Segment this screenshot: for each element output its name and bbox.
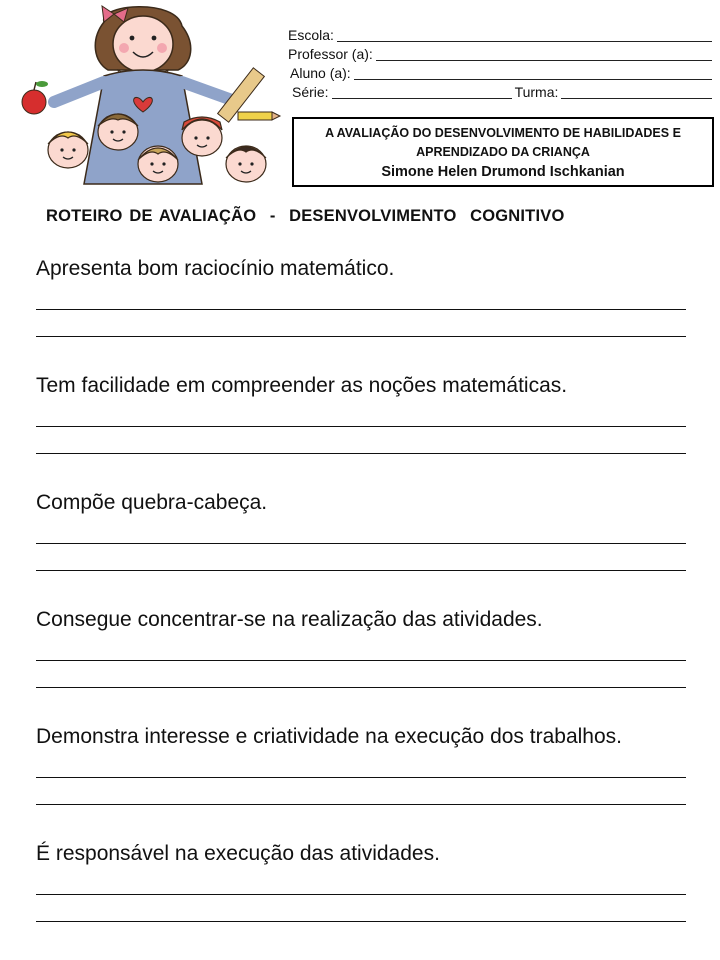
question-block	[36, 371, 686, 454]
question-text: É responsável na execução das atividades.	[36, 842, 440, 865]
professor-field[interactable]	[288, 45, 712, 64]
answer-line[interactable]	[36, 544, 686, 571]
author-name: Simone Helen Drumond Ischkanian	[381, 164, 625, 180]
aluno-label: Aluno (a):	[290, 65, 351, 81]
questions-list	[36, 254, 686, 922]
professor-line[interactable]	[376, 47, 712, 61]
question-text: Apresenta bom raciocínio matemático.	[36, 257, 395, 280]
answer-line[interactable]	[36, 634, 686, 661]
section-heading: ROTEIRO DE AVALIAÇÃO - DESENVOLVIMENTO COGNITIVO	[46, 207, 565, 225]
title-line-2: APRENDIZADO DA CRIANÇA	[416, 145, 590, 159]
question-block	[36, 839, 686, 922]
answer-line[interactable]	[36, 400, 686, 427]
question-text: Tem facilidade em compreender as noções matemáticas.	[36, 374, 568, 397]
professor-label: Professor (a):	[288, 46, 373, 62]
question-text: Compõe quebra-cabeça.	[36, 491, 268, 514]
escola-line[interactable]	[337, 28, 712, 42]
turma-line[interactable]	[561, 85, 712, 99]
answer-line[interactable]	[36, 895, 686, 922]
answer-line[interactable]	[36, 751, 686, 778]
question-text: Demonstra interesse e criatividade na execução dos trabalhos.	[36, 725, 622, 748]
title-box	[292, 117, 714, 187]
teacher-children-illustration	[6, 4, 282, 190]
answer-line[interactable]	[36, 868, 686, 895]
aluno-field[interactable]	[288, 64, 712, 83]
escola-field[interactable]	[288, 26, 712, 45]
aluno-line[interactable]	[354, 66, 712, 80]
question-block	[36, 605, 686, 688]
serie-turma-field[interactable]	[288, 83, 712, 102]
serie-line[interactable]	[332, 85, 512, 99]
teacher-cartoon-icon	[6, 4, 282, 190]
question-block	[36, 722, 686, 805]
answer-line[interactable]	[36, 427, 686, 454]
serie-label: Série:	[292, 84, 329, 100]
answer-line[interactable]	[36, 517, 686, 544]
turma-label: Turma:	[514, 84, 559, 100]
title-line-1: A AVALIAÇÃO DO DESENVOLVIMENTO DE HABILIDADES E	[325, 126, 681, 140]
question-block	[36, 254, 686, 337]
answer-line[interactable]	[36, 778, 686, 805]
answer-line[interactable]	[36, 310, 686, 337]
question-block	[36, 488, 686, 571]
answer-line[interactable]	[36, 661, 686, 688]
escola-label: Escola:	[288, 27, 334, 43]
answer-line[interactable]	[36, 283, 686, 310]
question-text: Consegue concentrar-se na realização das atividades.	[36, 608, 543, 631]
header-fields	[288, 26, 712, 102]
